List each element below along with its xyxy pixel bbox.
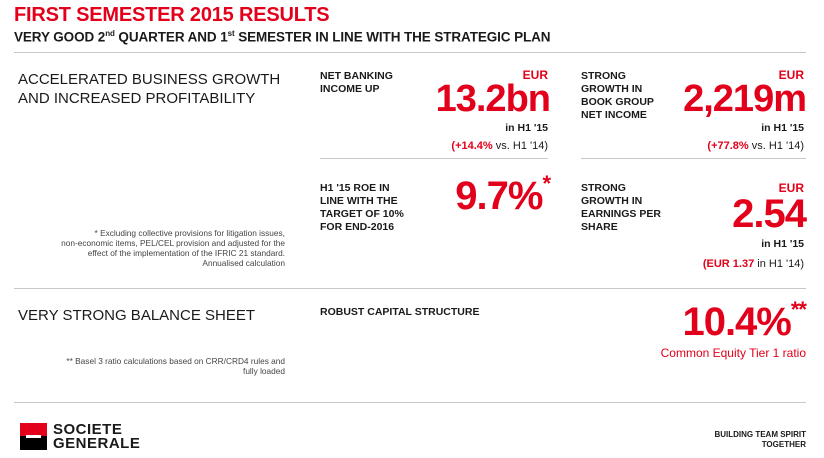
footnote-basel: ** Basel 3 ratio calculations based on CRR/CRD4 rules and fully loaded — [66, 356, 285, 376]
kpi-netincome-value: 2,219m — [683, 78, 806, 120]
cet1-caption: Common Equity Tier 1 ratio — [660, 346, 806, 360]
kpi-nbi-label: NET BANKING INCOME UP — [320, 70, 393, 95]
kpi-nbi-unit: EUR — [522, 68, 548, 82]
kpi-roe-label: H1 '15 ROE IN LINE WITH THE TARGET OF 10% FOR END-2016 — [320, 182, 404, 233]
kpi-roe-value: 9.7%* — [455, 170, 550, 218]
kpi-eps-change: (EUR 1.37 in H1 '14) — [702, 258, 804, 270]
footnote-roe: * Excluding collective provisions for litigation issues, non-economic items, PEL/CEL provision and adjusted for the effect of the implementation of the IFRIC 21 standard. Annualised calculation — [61, 228, 285, 268]
section-divider — [14, 288, 806, 289]
kpi-netincome-label: STRONG GROWTH IN BOOK GROUP NET INCOME — [581, 70, 654, 121]
section-heading-balance: VERY STRONG BALANCE SHEET — [18, 307, 256, 324]
kpi-eps-label: STRONG GROWTH IN EARNINGS PER SHARE — [581, 182, 661, 233]
kpi-netincome-unit: EUR — [778, 68, 804, 82]
kpi-netincome-period: in H1 '15 — [761, 122, 804, 134]
header-divider — [14, 52, 806, 53]
section-heading-growth: ACCELERATED BUSINESS GROWTH AND INCREASED PROFITABILITY — [18, 71, 281, 107]
capital-structure-label: ROBUST CAPITAL STRUCTURE — [320, 306, 480, 318]
kpi-nbi-change: (+14.4% vs. H1 '14) — [451, 140, 548, 152]
kpi-divider-left — [320, 158, 548, 159]
page-title: FIRST SEMESTER 2015 RESULTS — [14, 4, 330, 26]
footer-divider — [14, 402, 806, 403]
kpi-nbi-value: 13.2bn — [435, 78, 550, 120]
kpi-netincome-change: (+77.8% vs. H1 '14) — [707, 140, 804, 152]
brand-tagline: BUILDING TEAM SPIRIT TOGETHER — [714, 430, 806, 449]
page-subtitle: VERY GOOD 2nd QUARTER AND 1st SEMESTER IN LINE WITH THE STRATEGIC PLAN — [14, 29, 551, 45]
societe-generale-logo-icon — [20, 423, 47, 450]
company-logo-text: SOCIETE GENERALE — [53, 421, 141, 452]
kpi-eps-unit: EUR — [778, 181, 804, 195]
kpi-nbi-period: in H1 '15 — [505, 122, 548, 134]
kpi-eps-period: in H1 '15 — [761, 238, 804, 250]
kpi-divider-right — [581, 158, 806, 159]
kpi-eps-value: 2.54 — [732, 192, 806, 236]
cet1-value: 10.4%** — [682, 296, 806, 344]
